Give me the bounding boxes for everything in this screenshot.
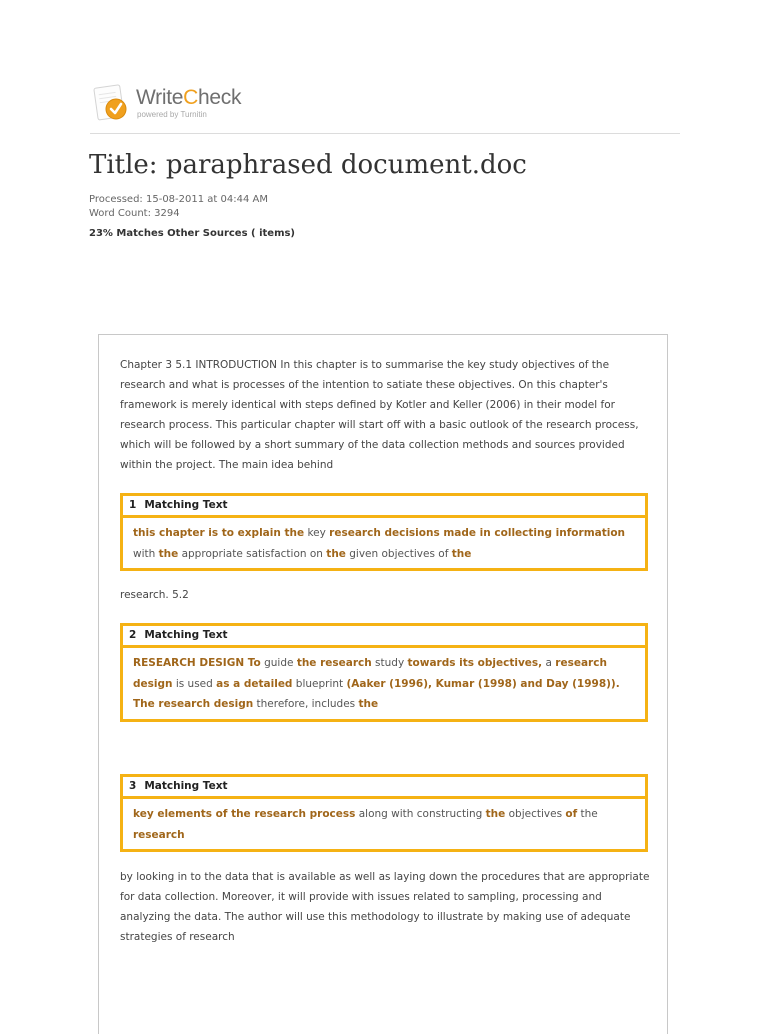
matched-phrase: research: [133, 828, 185, 841]
document-title: Title: paraphrased document.doc: [89, 150, 527, 180]
intro-paragraph: Chapter 3 5.1 INTRODUCTION In this chapter is to summarise the key study objectives of the research and what is processes of the intention to satiate these objectives. On this chapter's framework is merely identical with steps defined by Kotler and Keller (2006) in their model for research process. This particular chapter will start off with a basic outlook of the research process, which will be followed by a short summary of the data collection methods and sources provided within the project. The main idea behind: [120, 359, 639, 471]
matched-phrase: of: [565, 808, 578, 820]
matched-phrase: this chapter is to explain the: [133, 527, 305, 539]
closing-paragraph: by looking in to the data that is available as well as laying down the procedures that are appropriate for data collection. Moreover, it will provide with issues related to sampling, processing and analyzing the data. The author will use this methodology to illustrate by making use of adequate strategies of research: [120, 871, 650, 943]
match-text: [123, 518, 645, 568]
unmatched-text: a: [542, 657, 556, 669]
match-box-3: [120, 774, 648, 852]
match-summary: 23% Matches Other Sources ( items): [89, 228, 296, 239]
matched-phrase: the: [451, 547, 472, 560]
unmatched-text: key: [304, 527, 330, 539]
matched-phrase: towards its objectives,: [407, 657, 543, 669]
report-panel: [98, 334, 668, 1034]
unmatched-text: with: [133, 547, 159, 560]
matched-phrase: the research: [296, 657, 372, 669]
unmatched-text: along with constructing: [355, 808, 486, 820]
match-box-2: [120, 623, 648, 722]
match-header: 3 Matching Text: [123, 777, 645, 799]
matched-phrase: key elements of the research process: [133, 808, 356, 820]
match-box-1: [120, 493, 648, 571]
header-divider: [90, 133, 680, 134]
match-text: [123, 648, 645, 719]
unmatched-text: therefore, includes: [253, 698, 359, 710]
unmatched-text: objectives: [505, 808, 566, 820]
writecheck-logo: [92, 82, 292, 126]
unmatched-text: study: [371, 657, 408, 669]
matched-phrase: RESEARCH DESIGN To: [133, 657, 261, 669]
matched-phrase: the: [326, 547, 346, 560]
unmatched-text: blueprint: [292, 677, 347, 690]
processed-date: Processed: 15-08-2011 at 04:44 AM: [89, 194, 268, 205]
between-text: research. 5.2: [120, 589, 189, 601]
match-header: 2 Matching Text: [123, 626, 645, 648]
document-check-icon: [92, 82, 132, 124]
matched-phrase: the: [358, 698, 379, 710]
unmatched-text: given objectives of: [345, 547, 452, 560]
matched-phrase: the: [485, 808, 506, 820]
matched-phrase: as a detailed: [216, 677, 293, 690]
brand-name: WriteCheck: [136, 86, 242, 109]
unmatched-text: is used: [172, 677, 217, 690]
matched-phrase: the: [158, 547, 179, 560]
matched-phrase: research decisions made in collecting information: [329, 527, 626, 539]
word-count: Word Count: 3294: [89, 208, 180, 219]
unmatched-text: appropriate satisfaction on: [178, 547, 327, 560]
unmatched-text: the: [577, 808, 598, 820]
unmatched-text: guide: [260, 657, 297, 669]
match-header: 1 Matching Text: [123, 496, 645, 518]
brand-tagline: powered by Turnitin: [137, 110, 207, 119]
match-text: [123, 799, 645, 849]
matched-phrase: (Aaker (1996), Kumar (1998) and Day (1998)). The research design: [133, 677, 620, 710]
matched-phrase: research design: [133, 657, 607, 690]
